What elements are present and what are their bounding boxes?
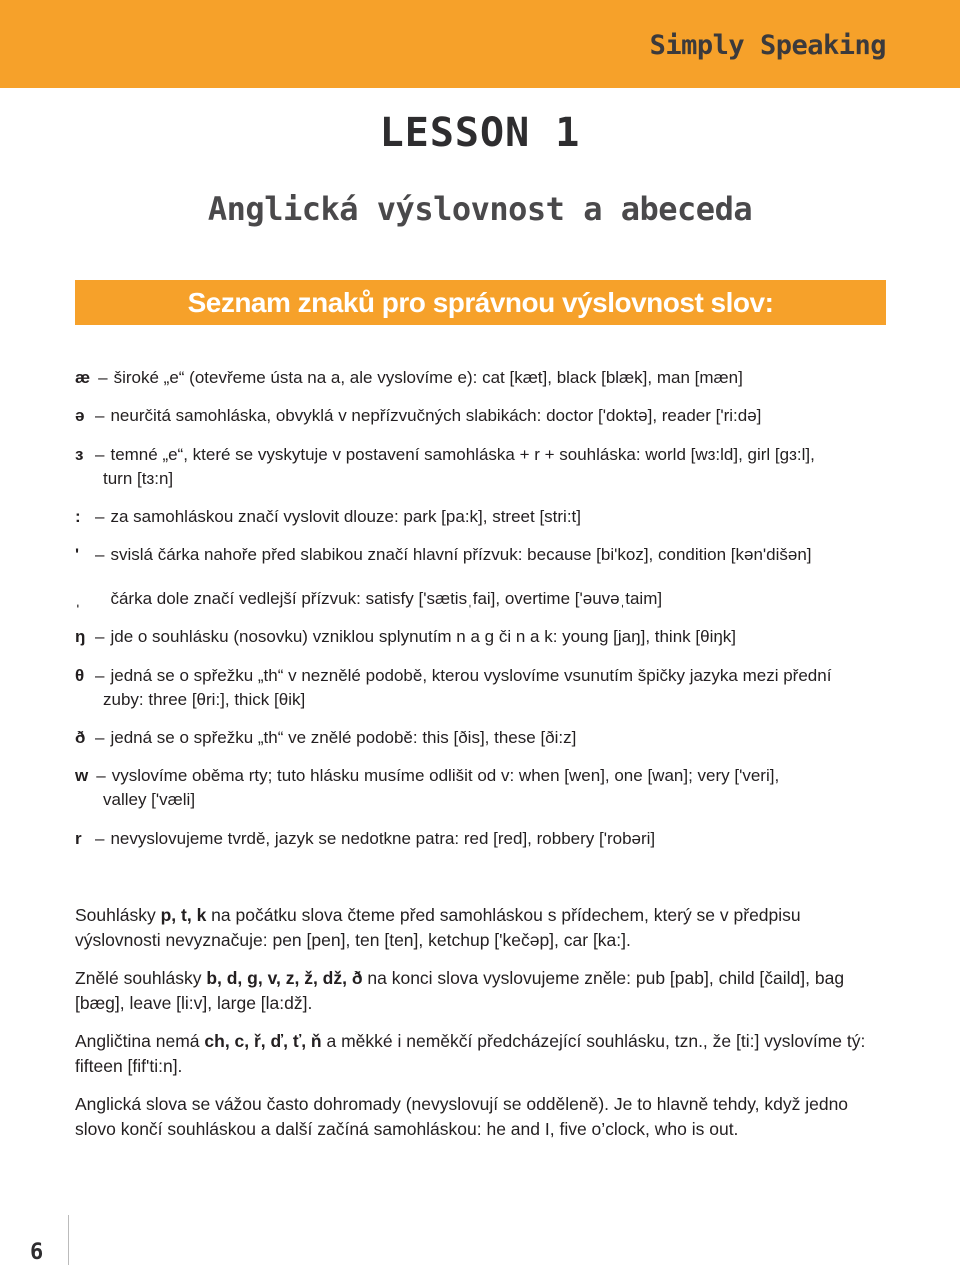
paragraph-text: Znělé souhlásky [75,968,207,988]
symbol: ð [75,728,86,747]
paragraph-bold: p, t, k [160,905,207,925]
lesson-title: LESSON 1 [379,110,581,156]
paragraph-bold: b, d, g, v, z, ž, dž, ð [206,968,363,988]
symbol-entry: ' – svislá čárka nahoře před slabikou značí hlavní přízvuk: because [bi'koz], condition [kən'dišən] [75,543,895,567]
section-title: Seznam znaků pro správnou výslovnost slov: [75,280,886,325]
symbol: θ [75,666,85,685]
paragraph [75,1092,890,1142]
symbol-entry: ə – neurčitá samohláska, obvyklá v nepřízvučných slabikách: doctor ['doktə], reader ['ri:də] [75,404,895,428]
symbol: w [75,766,89,785]
symbol-entry: r – nevyslovujeme tvrdě, jazyk se nedotkne patra: red [red], robbery ['robəri] [75,827,895,851]
symbol-entry: θ – jedná se o spřežku „th“ v neznělé podobě, kterou vyslovíme vsunutím špičky jazyka mezi přední zuby: three [θri:], thick [θik] [75,664,895,712]
symbol-desc: čárka dole značí vedlejší přízvuk: satisfy ['sætisˌfai], overtime ['əuvəˌtaim] [110,589,663,608]
symbol-entry: ð – jedná se o spřežku „th“ ve znělé podobě: this [ðis], these [ði:z] [75,726,895,750]
symbol-desc: jde o souhlásku (nosovku) vzniklou splynutím n a g či n a k: young [jaŋ], think [θiŋk] [110,627,737,646]
paragraph-text: na počátku slova čteme před samohláskou s přídechem, který se v předpisu výslovnosti nevyznačuje: pen [pen], ten [ten], ketchup ['kečəp], car [ka:]. [75,905,801,950]
paragraph-text: Anglická slova se vážou často dohromady (nevyslovují se odděleně). Je to hlavně tehdy, když jedno slovo končí souhláskou a další začíná samohláskou: he and I, five o’clock, who is out. [75,1094,849,1139]
symbol: æ [75,368,91,387]
symbol: ˌ [75,589,81,608]
symbol-desc: za samohláskou značí vyslovit dlouze: park [pa:k], street [stri:t] [110,507,581,526]
symbol: ə [75,406,85,425]
symbol-desc: jedná se o spřežku „th“ ve znělé podobě: this [ðis], these [ði:z] [110,728,577,747]
symbol-entry: ŋ – jde o souhlásku (nosovku) vzniklou splynutím n a g či n a k: young [jaŋ], think [θiŋk] [75,625,895,649]
symbol: ɜ [75,445,84,464]
paragraph-text: Souhlásky [75,905,161,925]
paragraph [75,1029,890,1079]
symbol-desc-cont: zuby: three [θri:], thick [θik] [103,690,306,709]
symbol-entry: w – vyslovíme oběma rty; tuto hlásku musíme odlišit od v: when [wen], one [wan]; very ['veri], valley ['væli] [75,764,895,812]
symbol: : [75,507,81,526]
paragraph [75,903,890,953]
symbol-desc: neurčitá samohláska, obvyklá v nepřízvučných slabikách: doctor ['doktə], reader ['ri:də] [110,406,762,425]
brand-title: Simply Speaking [649,30,886,61]
header-bar [0,0,960,88]
symbol-entry: ɜ – temné „e“, které se vyskytuje v postavení samohláska + r + souhláska: world [wɜ:ld], girl [gɜ:l], turn [tɜ:n] [75,443,895,491]
symbol-desc-cont: turn [tɜ:n] [103,469,174,488]
symbol-desc: jedná se o spřežku „th“ v neznělé podobě, kterou vyslovíme vsunutím špičky jazyka mezi přední [110,666,832,685]
paragraph-text: na konci slova vyslovujeme zněle: pub [pab], child [čaild], bag [bæg], leave [li:v], large [la:dž]. [75,968,845,1013]
symbol-entry [75,587,895,611]
symbol-desc: svislá čárka nahoře před slabikou značí hlavní přízvuk: because [bi'koz], condition [kən'dišən] [110,545,812,564]
paragraph-text: a měkké i neměkčí předcházející souhlásku, tzn., že [ti:] vyslovíme tý: fifteen [fif'ti:n]. [75,1031,866,1076]
symbol-entry: æ – široké „e“ (otevřeme ústa na a, ale vyslovíme e): cat [kæt], black [blæk], man [mæn] [75,366,895,390]
symbol: ' [75,545,80,564]
symbol: r [75,829,82,848]
symbol-desc: temné „e“, které se vyskytuje v postavení samohláska + r + souhláska: world [wɜ:ld], girl [gɜ:l], [110,445,815,464]
symbol-desc: nevyslovujeme tvrdě, jazyk se nedotkne patra: red [red], robbery ['robəri] [110,829,656,848]
symbol-desc-cont: valley ['væli] [103,790,196,809]
paragraph-text: Angličtina nemá [75,1031,205,1051]
symbol-desc: široké „e“ (otevřeme ústa na a, ale vyslovíme e): cat [kæt], black [blæk], man [mæn] [113,368,743,387]
margin-divider [68,1215,69,1265]
symbol: ŋ [75,627,86,646]
paragraph-bold: ch, c, ř, ď, ť, ň [204,1031,322,1051]
symbol-entry: : – za samohláskou značí vyslovit dlouze: park [pa:k], street [stri:t] [75,505,895,529]
symbol-desc: vyslovíme oběma rty; tuto hlásku musíme odlišit od v: when [wen], one [wan]; very ['veri], [111,766,780,785]
page-number: 6 [30,1240,44,1265]
paragraph [75,966,890,1016]
page-subtitle: Anglická výslovnost a abeceda [207,190,753,228]
